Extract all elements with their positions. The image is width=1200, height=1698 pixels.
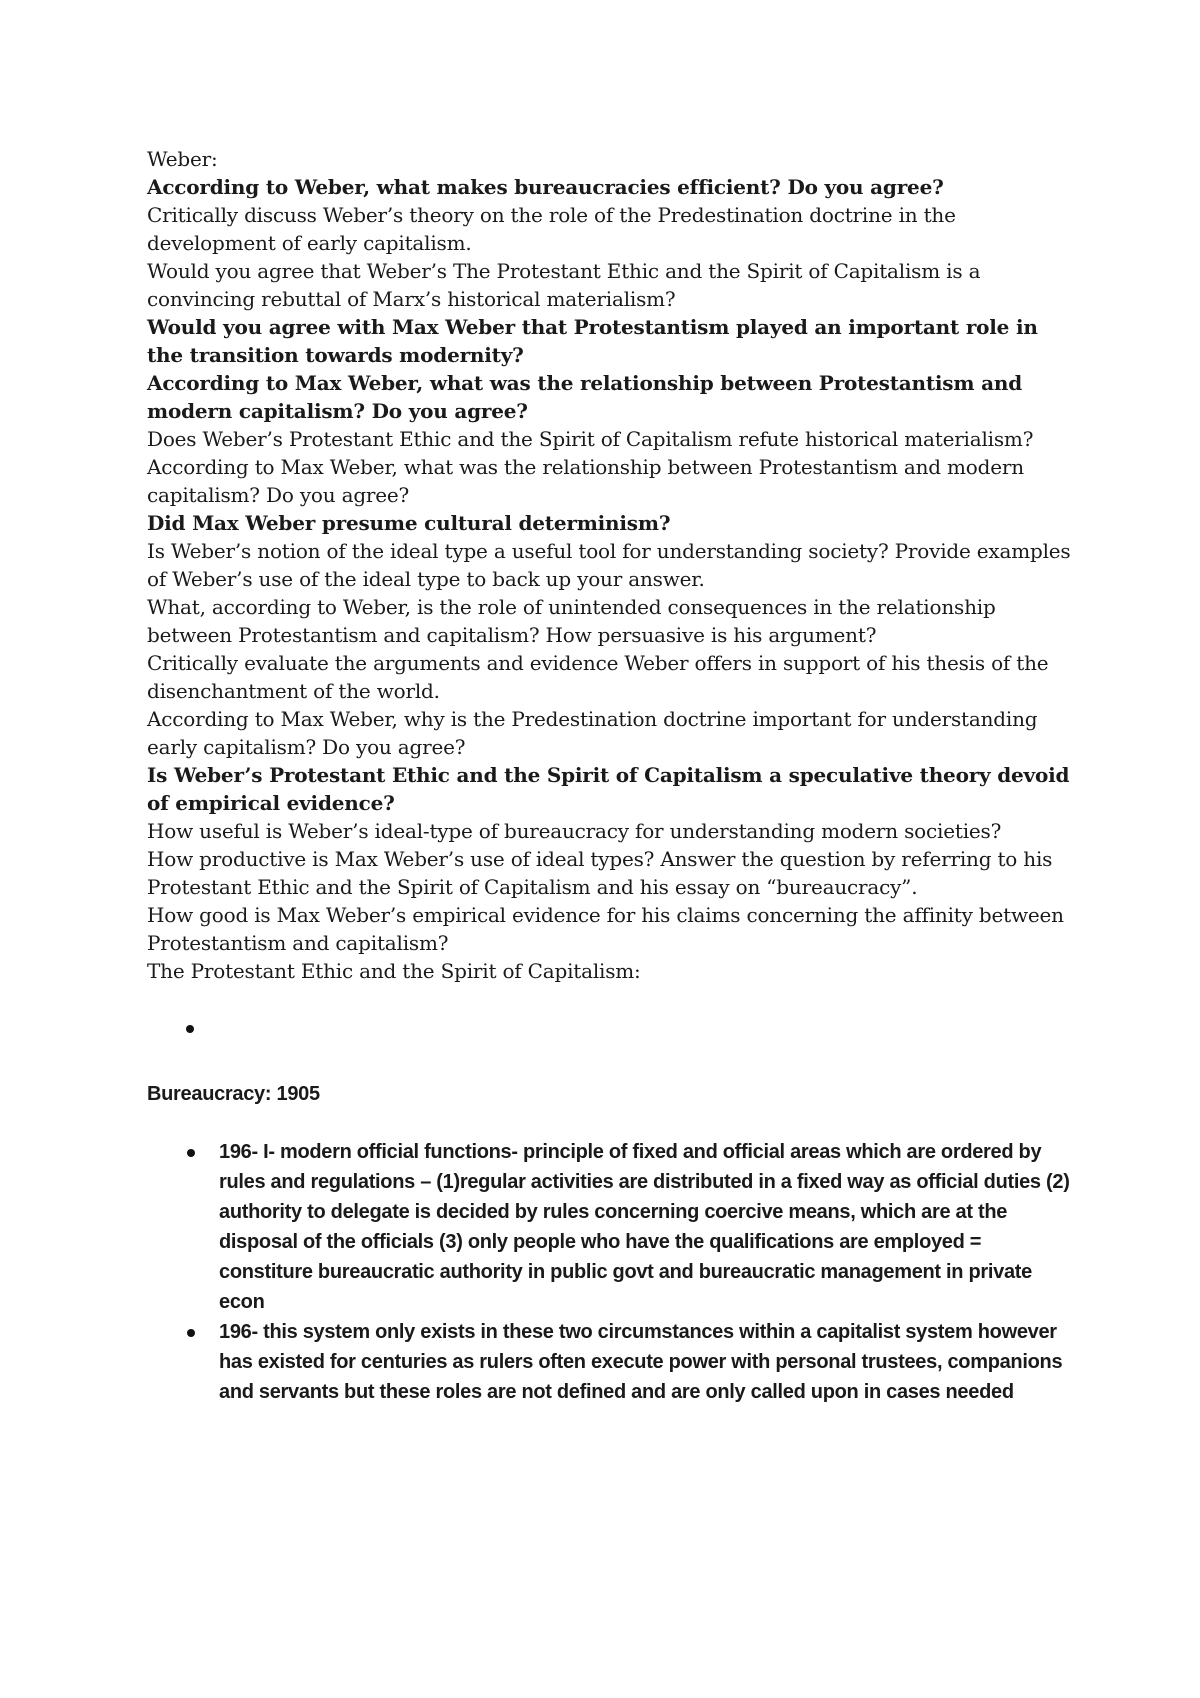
empty-bullet-list — [147, 1013, 1077, 1041]
questions-section — [147, 145, 1077, 1041]
question-item: How useful is Weber’s ideal-type of bureaucracy for understanding modern societies? — [147, 819, 1002, 843]
empty-list-item — [186, 1013, 206, 1041]
bureaucracy-bullet-text: 196- this system only exists in these two circumstances within a capitalist system however has existed for centuries as rulers often execute power with personal trustees, companions and servants but these roles are not defined and are only called upon in cases needed — [219, 1321, 1063, 1403]
question-item: Critically evaluate the arguments and evidence Weber offers in support of his thesis of the disenchantment of the world. — [147, 651, 1049, 703]
bullet-icon — [187, 1149, 195, 1157]
question-item: What, according to Weber, is the role of unintended consequences in the relationship between Protestantism and capitalism? How persuasive is his argument? — [147, 595, 996, 647]
bureaucracy-section — [147, 1079, 1077, 1407]
question-item: How good is Max Weber’s empirical evidence for his claims concerning the affinity between Protestantism and capitalism? — [147, 903, 1064, 955]
question-item: Would you agree with Max Weber that Protestantism played an important role in the transition towards modernity? — [147, 315, 1038, 367]
question-item: Did Max Weber presume cultural determinism? — [147, 511, 671, 535]
question-item: According to Max Weber, what was the relationship between Protestantism and modern capitalism? Do you agree? — [147, 371, 1022, 423]
question-item: Would you agree that Weber’s The Protestant Ethic and the Spirit of Capitalism is a convincing rebuttal of Marx’s historical materialism? — [147, 259, 981, 311]
bureaucracy-title: Bureaucracy: 1905 — [147, 1083, 320, 1105]
question-item: According to Weber, what makes bureaucracies efficient? Do you agree? — [147, 175, 944, 199]
question-item: Is Weber’s Protestant Ethic and the Spirit of Capitalism a speculative theory devoid of empirical evidence? — [147, 763, 1070, 815]
question-item: Is Weber’s notion of the ideal type a useful tool for understanding society? Provide examples of Weber’s use of the ideal type to back up your answer. — [147, 539, 1071, 591]
question-item: According to Max Weber, what was the relationship between Protestantism and modern capitalism? Do you agree? — [147, 455, 1024, 507]
question-item: According to Max Weber, why is the Predestination doctrine important for understanding early capitalism? Do you agree? — [147, 707, 1038, 759]
question-item: Does Weber’s Protestant Ethic and the Spirit of Capitalism refute historical materialism? — [147, 427, 1034, 451]
bureaucracy-bullet-item — [147, 1317, 1077, 1407]
doc-heading: Weber: — [147, 147, 218, 171]
bullet-icon — [186, 1025, 194, 1033]
bullet-icon — [187, 1329, 195, 1337]
protestant-ethic-section-title: The Protestant Ethic and the Spirit of Capitalism: — [147, 959, 641, 983]
question-item: Critically discuss Weber’s theory on the role of the Predestination doctrine in the development of early capitalism. — [147, 203, 956, 255]
question-item: How productive is Max Weber’s use of ideal types? Answer the question by referring to his Protestant Ethic and the Spirit of Capitalism and his essay on “bureaucracy”. — [147, 847, 1053, 899]
bureaucracy-bullet-item — [147, 1137, 1077, 1317]
question-list — [147, 173, 1077, 957]
bureaucracy-bullet-text: 196- I- modern official functions- principle of fixed and official areas which are ordered by rules and regulations – (1)regular activities are distributed in a fixed way as official duties (2) authority to delegate is decided by rules concerning coercive means, which are at the disposal of the officials (3) only people who have the qualifications are employed = constiture bureaucratic authority in public govt and bureaucratic management in private econ — [219, 1141, 1070, 1313]
document-body — [147, 145, 1077, 1407]
bureaucracy-bullet-list — [147, 1137, 1077, 1407]
